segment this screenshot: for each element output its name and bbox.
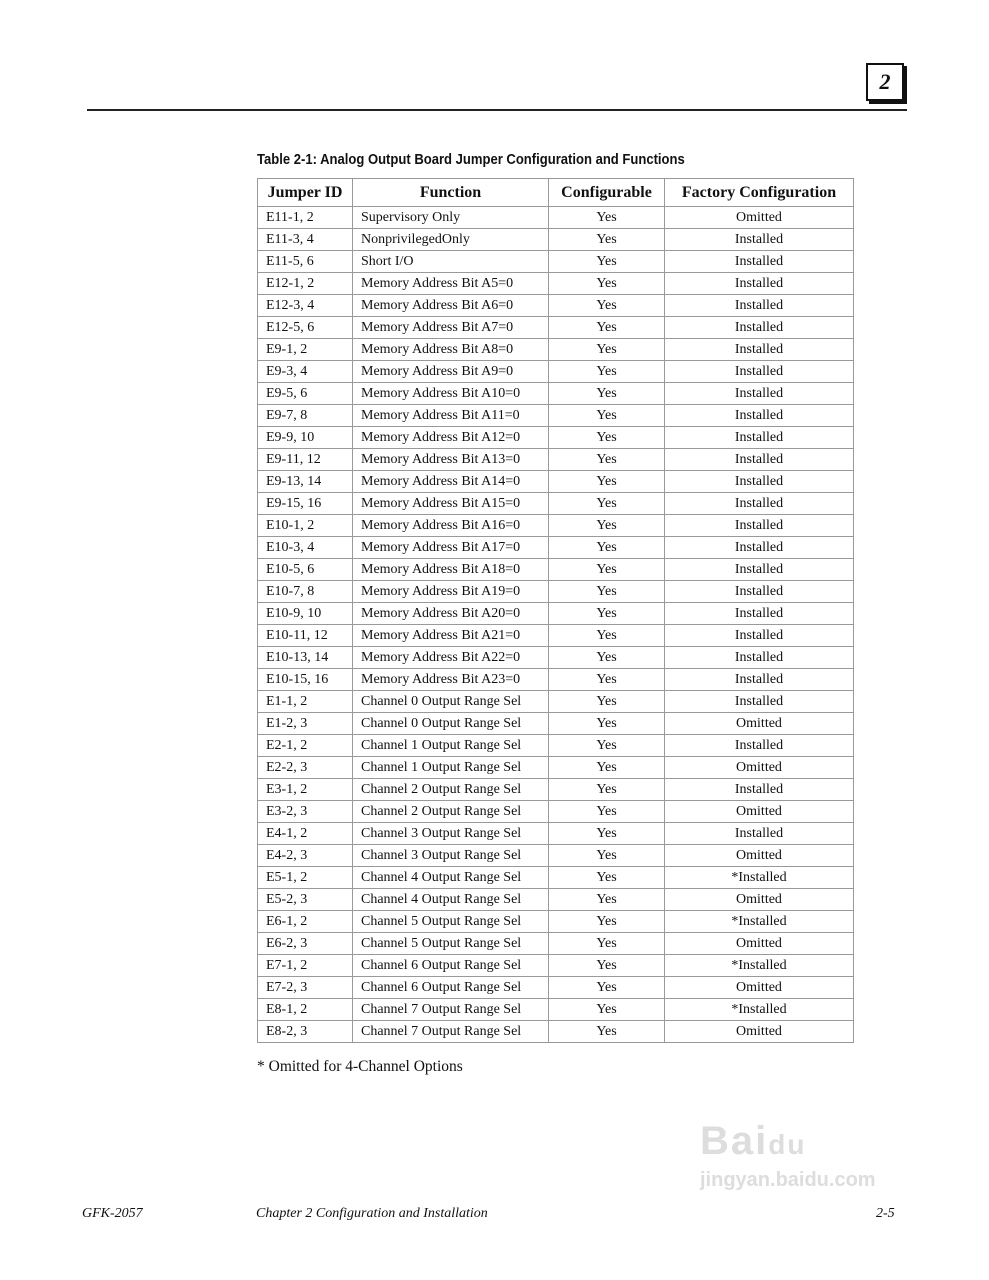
function-cell: Memory Address Bit A18=0 (353, 559, 549, 581)
function-cell: Channel 7 Output Range Sel (353, 999, 549, 1021)
table-row (258, 471, 854, 493)
header-rule (87, 109, 907, 111)
table-row (258, 537, 854, 559)
jumper-id-cell: E12-5, 6 (258, 317, 353, 339)
factory-config-cell: Installed (665, 339, 854, 361)
table-row (258, 559, 854, 581)
jumper-id-cell: E10-7, 8 (258, 581, 353, 603)
configurable-cell: Yes (549, 427, 665, 449)
table-row (258, 713, 854, 735)
table-row (258, 207, 854, 229)
jumper-id-cell: E2-2, 3 (258, 757, 353, 779)
factory-config-cell: Installed (665, 471, 854, 493)
jumper-id-cell: E7-1, 2 (258, 955, 353, 977)
configurable-cell: Yes (549, 977, 665, 999)
factory-config-cell: Installed (665, 559, 854, 581)
configurable-cell: Yes (549, 339, 665, 361)
configurable-cell: Yes (549, 229, 665, 251)
jumper-id-cell: E3-1, 2 (258, 779, 353, 801)
table-row (258, 867, 854, 889)
factory-config-cell: Omitted (665, 977, 854, 999)
table-row (258, 823, 854, 845)
jumper-id-cell: E5-1, 2 (258, 867, 353, 889)
function-cell: Memory Address Bit A15=0 (353, 493, 549, 515)
table-row (258, 757, 854, 779)
table-row (258, 383, 854, 405)
table-row (258, 251, 854, 273)
table-row (258, 955, 854, 977)
factory-config-cell: Installed (665, 317, 854, 339)
jumper-id-cell: E1-1, 2 (258, 691, 353, 713)
configurable-cell: Yes (549, 207, 665, 229)
function-cell: Memory Address Bit A12=0 (353, 427, 549, 449)
jumper-id-cell: E5-2, 3 (258, 889, 353, 911)
table-caption: Table 2-1: Analog Output Board Jumper Configuration and Functions (257, 152, 685, 168)
function-cell: Memory Address Bit A20=0 (353, 603, 549, 625)
factory-config-cell: Installed (665, 251, 854, 273)
baidu-watermark-logo: Baidu jingyan.baidu.com (700, 1119, 876, 1191)
table-row (258, 933, 854, 955)
factory-config-cell: Omitted (665, 207, 854, 229)
function-cell: Memory Address Bit A22=0 (353, 647, 549, 669)
configurable-cell: Yes (549, 691, 665, 713)
function-cell: Memory Address Bit A8=0 (353, 339, 549, 361)
function-cell: Channel 3 Output Range Sel (353, 845, 549, 867)
function-cell: Channel 5 Output Range Sel (353, 933, 549, 955)
factory-config-cell: Installed (665, 427, 854, 449)
table-row (258, 449, 854, 471)
footer-chapter: Chapter 2 Configuration and Installation (256, 1206, 488, 1221)
configurable-cell: Yes (549, 1021, 665, 1043)
table-row (258, 1021, 854, 1043)
function-cell: Memory Address Bit A17=0 (353, 537, 549, 559)
jumper-id-cell: E10-11, 12 (258, 625, 353, 647)
factory-config-cell: Installed (665, 515, 854, 537)
configurable-cell: Yes (549, 823, 665, 845)
table-row (258, 405, 854, 427)
jumper-id-cell: E2-1, 2 (258, 735, 353, 757)
jumper-id-cell: E9-11, 12 (258, 449, 353, 471)
jumper-id-cell: E9-5, 6 (258, 383, 353, 405)
configurable-cell: Yes (549, 471, 665, 493)
jumper-table (257, 178, 854, 1043)
table-row (258, 647, 854, 669)
jumper-id-cell: E12-1, 2 (258, 273, 353, 295)
factory-config-cell: Installed (665, 779, 854, 801)
function-cell: Channel 4 Output Range Sel (353, 867, 549, 889)
factory-config-cell: Omitted (665, 713, 854, 735)
function-cell: Memory Address Bit A13=0 (353, 449, 549, 471)
function-cell: Channel 2 Output Range Sel (353, 801, 549, 823)
table-row (258, 295, 854, 317)
table-row (258, 339, 854, 361)
jumper-id-cell: E10-1, 2 (258, 515, 353, 537)
function-cell: Memory Address Bit A14=0 (353, 471, 549, 493)
configurable-cell: Yes (549, 603, 665, 625)
configurable-cell: Yes (549, 625, 665, 647)
function-cell: Supervisory Only (353, 207, 549, 229)
configurable-cell: Yes (549, 845, 665, 867)
column-header: Function (353, 179, 549, 207)
configurable-cell: Yes (549, 317, 665, 339)
table-row (258, 427, 854, 449)
factory-config-cell: *Installed (665, 911, 854, 933)
function-cell: Channel 3 Output Range Sel (353, 823, 549, 845)
configurable-cell: Yes (549, 801, 665, 823)
table-row (258, 845, 854, 867)
factory-config-cell: Omitted (665, 757, 854, 779)
function-cell: Memory Address Bit A9=0 (353, 361, 549, 383)
jumper-id-cell: E1-2, 3 (258, 713, 353, 735)
table-row (258, 273, 854, 295)
configurable-cell: Yes (549, 361, 665, 383)
table-row (258, 493, 854, 515)
jumper-id-cell: E10-15, 16 (258, 669, 353, 691)
factory-config-cell: *Installed (665, 867, 854, 889)
function-cell: Channel 2 Output Range Sel (353, 779, 549, 801)
function-cell: Memory Address Bit A16=0 (353, 515, 549, 537)
function-cell: Memory Address Bit A19=0 (353, 581, 549, 603)
table-row (258, 999, 854, 1021)
jumper-id-cell: E9-15, 16 (258, 493, 353, 515)
jumper-id-cell: E10-3, 4 (258, 537, 353, 559)
configurable-cell: Yes (549, 515, 665, 537)
factory-config-cell: Omitted (665, 845, 854, 867)
factory-config-cell: Installed (665, 823, 854, 845)
configurable-cell: Yes (549, 867, 665, 889)
factory-config-cell: Installed (665, 581, 854, 603)
table-row (258, 229, 854, 251)
jumper-id-cell: E9-9, 10 (258, 427, 353, 449)
factory-config-cell: Installed (665, 405, 854, 427)
jumper-id-cell: E4-2, 3 (258, 845, 353, 867)
table-row (258, 603, 854, 625)
configurable-cell: Yes (549, 449, 665, 471)
table-row (258, 317, 854, 339)
chapter-number-box: 2 (866, 63, 904, 101)
jumper-id-cell: E6-1, 2 (258, 911, 353, 933)
factory-config-cell: Omitted (665, 889, 854, 911)
configurable-cell: Yes (549, 757, 665, 779)
table-row (258, 669, 854, 691)
function-cell: Channel 4 Output Range Sel (353, 889, 549, 911)
factory-config-cell: Installed (665, 229, 854, 251)
factory-config-cell: Installed (665, 647, 854, 669)
function-cell: NonprivilegedOnly (353, 229, 549, 251)
jumper-id-cell: E4-1, 2 (258, 823, 353, 845)
function-cell: Memory Address Bit A6=0 (353, 295, 549, 317)
function-cell: Channel 0 Output Range Sel (353, 713, 549, 735)
factory-config-cell: Installed (665, 295, 854, 317)
jumper-id-cell: E9-3, 4 (258, 361, 353, 383)
jumper-id-cell: E10-13, 14 (258, 647, 353, 669)
factory-config-cell: Installed (665, 603, 854, 625)
factory-config-cell: Installed (665, 537, 854, 559)
configurable-cell: Yes (549, 955, 665, 977)
factory-config-cell: Installed (665, 361, 854, 383)
function-cell: Memory Address Bit A7=0 (353, 317, 549, 339)
jumper-id-cell: E9-13, 14 (258, 471, 353, 493)
factory-config-cell: Installed (665, 273, 854, 295)
factory-config-cell: Installed (665, 669, 854, 691)
configurable-cell: Yes (549, 669, 665, 691)
jumper-id-cell: E7-2, 3 (258, 977, 353, 999)
jumper-id-cell: E10-9, 10 (258, 603, 353, 625)
configurable-cell: Yes (549, 999, 665, 1021)
table-row (258, 779, 854, 801)
factory-config-cell: Installed (665, 691, 854, 713)
configurable-cell: Yes (549, 581, 665, 603)
function-cell: Channel 7 Output Range Sel (353, 1021, 549, 1043)
configurable-cell: Yes (549, 889, 665, 911)
configurable-cell: Yes (549, 559, 665, 581)
factory-config-cell: Omitted (665, 1021, 854, 1043)
jumper-id-cell: E9-7, 8 (258, 405, 353, 427)
footer-page-number: 2-5 (876, 1206, 895, 1221)
factory-config-cell: Omitted (665, 933, 854, 955)
factory-config-cell: Installed (665, 625, 854, 647)
configurable-cell: Yes (549, 493, 665, 515)
jumper-id-cell: E11-1, 2 (258, 207, 353, 229)
table-row (258, 361, 854, 383)
configurable-cell: Yes (549, 383, 665, 405)
configurable-cell: Yes (549, 911, 665, 933)
table-row (258, 911, 854, 933)
configurable-cell: Yes (549, 779, 665, 801)
table-row (258, 625, 854, 647)
table-row (258, 581, 854, 603)
function-cell: Memory Address Bit A5=0 (353, 273, 549, 295)
function-cell: Channel 1 Output Range Sel (353, 757, 549, 779)
jumper-id-cell: E11-5, 6 (258, 251, 353, 273)
jumper-id-cell: E11-3, 4 (258, 229, 353, 251)
function-cell: Channel 6 Output Range Sel (353, 977, 549, 999)
function-cell: Memory Address Bit A21=0 (353, 625, 549, 647)
jumper-id-cell: E6-2, 3 (258, 933, 353, 955)
configurable-cell: Yes (549, 933, 665, 955)
function-cell: Channel 1 Output Range Sel (353, 735, 549, 757)
factory-config-cell: *Installed (665, 999, 854, 1021)
function-cell: Memory Address Bit A11=0 (353, 405, 549, 427)
function-cell: Channel 5 Output Range Sel (353, 911, 549, 933)
function-cell: Short I/O (353, 251, 549, 273)
factory-config-cell: *Installed (665, 955, 854, 977)
jumper-id-cell: E8-2, 3 (258, 1021, 353, 1043)
configurable-cell: Yes (549, 251, 665, 273)
jumper-id-cell: E10-5, 6 (258, 559, 353, 581)
table-row (258, 691, 854, 713)
configurable-cell: Yes (549, 405, 665, 427)
table-header-row (258, 179, 854, 207)
jumper-id-cell: E3-2, 3 (258, 801, 353, 823)
table-row (258, 977, 854, 999)
factory-config-cell: Installed (665, 493, 854, 515)
table-footnote: * Omitted for 4-Channel Options (257, 1058, 463, 1075)
factory-config-cell: Installed (665, 449, 854, 471)
column-header: Configurable (549, 179, 665, 207)
jumper-id-cell: E8-1, 2 (258, 999, 353, 1021)
configurable-cell: Yes (549, 735, 665, 757)
function-cell: Memory Address Bit A23=0 (353, 669, 549, 691)
function-cell: Channel 0 Output Range Sel (353, 691, 549, 713)
factory-config-cell: Installed (665, 735, 854, 757)
table-row (258, 801, 854, 823)
configurable-cell: Yes (549, 537, 665, 559)
configurable-cell: Yes (549, 647, 665, 669)
column-header: Jumper ID (258, 179, 353, 207)
function-cell: Memory Address Bit A10=0 (353, 383, 549, 405)
column-header: Factory Configuration (665, 179, 854, 207)
function-cell: Channel 6 Output Range Sel (353, 955, 549, 977)
factory-config-cell: Installed (665, 383, 854, 405)
factory-config-cell: Omitted (665, 801, 854, 823)
jumper-id-cell: E12-3, 4 (258, 295, 353, 317)
jumper-id-cell: E9-1, 2 (258, 339, 353, 361)
table-row (258, 515, 854, 537)
configurable-cell: Yes (549, 273, 665, 295)
configurable-cell: Yes (549, 295, 665, 317)
table-row (258, 889, 854, 911)
footer-doc-id: GFK-2057 (82, 1206, 143, 1221)
configurable-cell: Yes (549, 713, 665, 735)
table-row (258, 735, 854, 757)
